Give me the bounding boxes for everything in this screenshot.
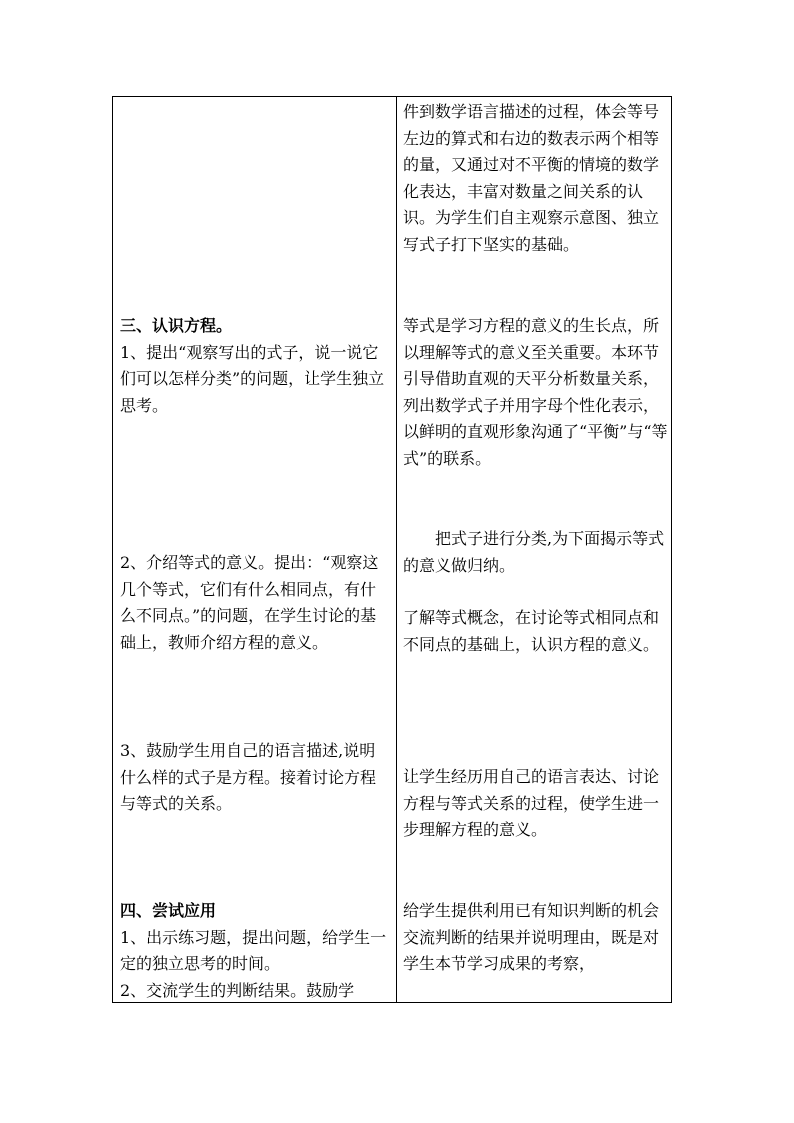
section4-item2: 2、交流学生的判断结果。鼓励学: [120, 980, 355, 1000]
section3-item2-note-text: 了解等式概念，在讨论等式相同点和不同点的基础上，认识方程的意义。: [403, 608, 660, 654]
section4-note2: 交流判断的结果并说明理由，既是对学生本节学习成果的考察，: [403, 927, 660, 973]
section3-item1-note-text: 等式是学习方程的意义的生长点，所以理解等式的意义至关重要。本环节引导借助直观的天平分析数量关系，列出数学式子并用字母个性化表示，以鲜明的直观形象沟通了“平衡”与“等式”的联系。: [403, 316, 668, 468]
section3-item1-note2-text: 把式子进行分类,为下面揭示等式的意义做归纳。: [403, 529, 665, 575]
section3-block: [120, 313, 388, 419]
section3-item1-note: [403, 313, 669, 472]
section3-item2: [120, 550, 388, 656]
section3-item1-note2: [403, 526, 669, 579]
section3-item3: [120, 738, 388, 818]
intro-note: [403, 99, 669, 258]
section4-block: [120, 898, 388, 1004]
section4-note1: 给学生提供利用已有知识判断的机会: [403, 901, 660, 920]
section4-notes: [403, 898, 669, 978]
column-divider: [396, 97, 397, 1002]
section3-item1: 1、提出“观察写出的式子，说一说它们可以怎样分类”的问题，让学生独立思考。: [120, 342, 385, 415]
section3-item3-note-text: 让学生经历用自己的语言表达、讨论方程与等式关系的过程，使学生进一步理解方程的意义。: [403, 767, 660, 839]
section3-item2-note: [403, 605, 669, 658]
section3-item3-text: 3、鼓励学生用自己的语言描述,说明什么样的式子是方程。接着讨论方程与等式的关系。: [120, 741, 377, 813]
section3-heading: 三、认识方程。: [120, 316, 233, 335]
lesson-plan-table: [112, 96, 672, 1003]
section4-item1: 1、出示练习题，提出问题，给学生一定的独立思考的时间。: [120, 927, 387, 973]
section3-item3-note: [403, 764, 669, 844]
section4-heading: 四、尝试应用: [120, 901, 217, 920]
section3-item2-text: 2、介绍等式的意义。提出：“观察这几个等式，它们有什么相同点，有什么不同点。”的问题，在学生讨论的基础上，教师介绍方程的意义。: [120, 553, 379, 652]
intro-note-text: 件到数学语言描述的过程，体会等号左边的算式和右边的数表示两个相等的量，又通过对不平衡的情境的数学化表达，丰富对数量之间关系的认识。为学生们自主观察示意图、独立写式子打下坚实的基础。: [403, 102, 660, 254]
